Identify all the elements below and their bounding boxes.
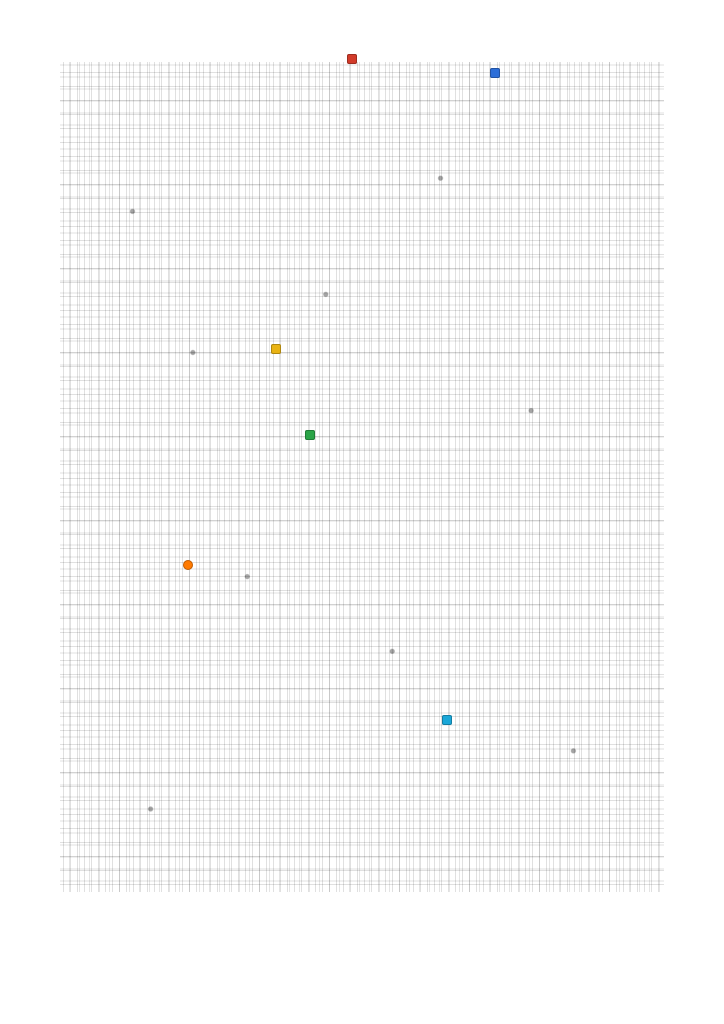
ink-specks — [60, 62, 664, 892]
garbled-text-block — [60, 62, 664, 892]
